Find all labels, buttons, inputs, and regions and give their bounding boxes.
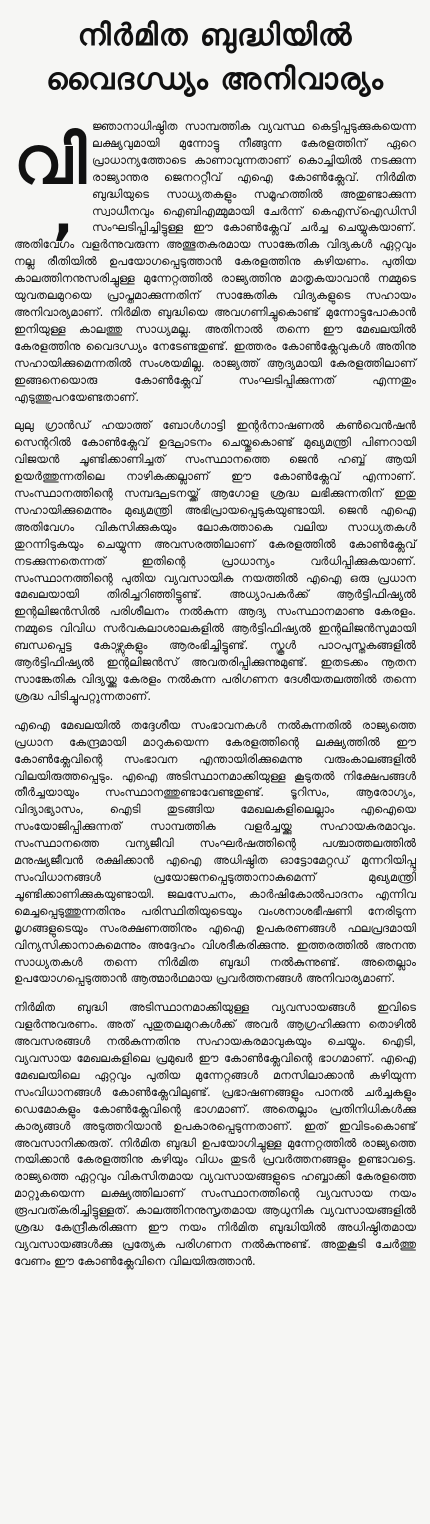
comma-ornament-icon: ‚ [52, 183, 74, 248]
article-body [14, 118, 416, 1270]
paragraph-3: എഐ മേഖലയിൽ തദ്ദേശീയ സംഭാവനകൾ നൽകുന്നതിൽ രാജ്യത്തെ പ്രധാന കേന്ദ്രമായി മാറുകയെന്ന കേരളത്തിന്റെ ലക്ഷ്യത്തിൽ ഈ കോൺക്ലേവിന്റെ സംഭാവന എന്തായിരിക്കുമെന്നു വരുംകാലങ്ങളിൽ വിലയിരുത്തപ്പെടും. എഐ അടിസ്ഥാനമാക്കിയുള്ള കൂടുതൽ നിക്ഷേപങ്ങൾ തീർച്ചയായും സംസ്ഥാനത്തുണ്ടാവേണ്ടതുണ്ട്. ടൂറിസം, ആരോഗ്യം, വിദ്യാഭ്യാസം, ഐടി തുടങ്ങിയ മേഖലകളിലെല്ലാം എഐയെ സംയോജിപ്പിക്കുന്നത് സാമ്പത്തിക വളർച്ചയ്ക്കു സഹായകരമാവും. സംസ്ഥാനത്തെ വന്യജീവി സംഘർഷത്തിന്റെ പശ്ചാത്തലത്തിൽ മനുഷ്യജീവൻ രക്ഷിക്കാൻ എഐ അധിഷ്ഠിത ഓട്ടോമേറ്റഡ് മുന്നറിയിപ്പു സംവിധാനങ്ങൾ പ്രയോജനപ്പെടുത്താനാകുമെന്ന് മുഖ്യമന്ത്രി ചൂണ്ടിക്കാണിക്കുകയുണ്ടായി. ജലസേചനം, കാർഷികോൽപാദനം എന്നിവ മെച്ചപ്പെടുത്തുന്നതിനും പരിസ്ഥിതിയുടെയും വംശനാശഭീഷണി നേരിടുന്ന മൃഗങ്ങളുടെയും സംരക്ഷണത്തിനും എഐ ഉപകരണങ്ങൾ ഫലപ്രദമായി വിന്യസിക്കാനാകുമെന്നും അദ്ദേഹം വിശദീകരിക്കുന്നു. ഇത്തരത്തിൽ അനന്ത സാധ്യതകൾ തന്നെ നിർമിത ബുദ്ധി നൽകുന്നുണ്ട്. അതെല്ലാം ഉപയോഗപ്പെടുത്താൻ ആത്മാർഥമായ പ്രവർത്തനങ്ങൾ അനിവാര്യമാണ്. [14, 717, 416, 986]
paragraph-4: നിർമിത ബുദ്ധി അടിസ്ഥാനമാക്കിയുള്ള വ്യവസായങ്ങൾ ഇവിടെ വളർന്നുവരണം. അത് പുതുതലമുറകൾക്ക് അവർ ആഗ്രഹിക്കുന്ന തൊഴിൽ അവസരങ്ങൾ നൽകുന്നതിനു സഹായകരമാവുകയും ചെയ്യും. ഐടി, വ്യവസായ മേഖലകളിലെ പ്രമുഖർ ഈ കോൺക്ലേവിന്റെ ഭാഗമാണ്. എഐ മേഖലയിലെ ഏറ്റവും പുതിയ മുന്നേറ്റങ്ങൾ മനസിലാക്കാൻ കഴിയുന്ന സംവിധാനങ്ങൾ കോൺക്ലേവിലുണ്ട്. പ്രഭാഷണങ്ങളും പാനൽ ചർച്ചകളും ഡെമോകളും കോൺക്ലേവിന്റെ ഭാഗമാണ്. അതെല്ലാം പ്രതിനിധികൾക്കു കാര്യങ്ങൾ അടുത്തറിയാൻ ഉപകാരപ്പെടുന്നതാണ്. ഇത് ഇവിടംകൊണ്ട് അവസാനിക്കരുത്. നിർമിത ബുദ്ധി ഉപയോഗിച്ചുള്ള മുന്നേറ്റത്തിൽ രാജ്യത്തെ നയിക്കാൻ കേരളത്തിനു കഴിയും വിധം തുടർ പ്രവർത്തനങ്ങളും ഉണ്ടാവട്ടെ. രാജ്യത്തെ ഏറ്റവും വികസിതമായ വ്യവസായങ്ങളുടെ ഹബ്ബാക്കി കേരളത്തെ മാറ്റുകയെന്ന ലക്ഷ്യത്തിലാണ് സംസ്ഥാനത്തിന്റെ വ്യവസായ നയം രൂപവത്കരിച്ചിട്ടുള്ളത്. കാലത്തിനനുസൃതമായ ആധുനിക വ്യവസായങ്ങളിൽ ശ്രദ്ധ കേന്ദ്രീകരിക്കുന്ന ഈ നയം നിർമിത ബുദ്ധിയിൽ അധിഷ്ഠിതമായ വ്യവസായങ്ങൾക്കു പ്രത്യേക പരിഗണന നൽകുന്നുണ്ട്. അതുകൂടി ചേർത്തു വേണം ഈ കോൺക്ലേവിനെ വിലയിരുത്താൻ. [14, 1000, 416, 1268]
headline-line-1: നിർമിത ബുദ്ധിയിൽ [77, 18, 353, 53]
paragraph-2: ലുലു ഗ്രാൻഡ് ഹയാത്ത് ബോൾഗാട്ടി ഇന്റർനാഷണൽ കൺവെൻഷൻ സെന്ററിൽ കോൺക്ലേവ് ഉദ്ഘാടനം ചെയ്തുകൊണ്ട് മുഖ്യമന്ത്രി പിണറായി വിജയൻ ചൂണ്ടിക്കാണിച്ചത് സംസ്ഥാനത്തെ ജെൻ ഹബ്ബ് ആയി ഉയർത്തുന്നതിലെ നാഴികക്കല്ലാണ് ഈ കോൺക്ലേവ് എന്നാണ്. സംസ്ഥാനത്തിന്റെ സമ്പദ്ഘടനയ്ക്ക് ആഗോള ശ്രദ്ധ ലഭിക്കുന്നതിന് ഇതു സഹായിക്കുമെന്നും മുഖ്യമന്ത്രി അഭിപ്രായപ്പെടുകയുണ്ടായി. ജെൻ എഐ അതിവേഗം വികസിക്കുകയും ലോകത്താകെ വലിയ സാധ്യതകൾ തുറന്നിടുകയും ചെയ്യുന്ന അവസരത്തിലാണ് കേരളത്തിൽ കോൺക്ലേവ് നടക്കുന്നതെന്നത് ഇതിന്റെ പ്രാധാന്യം വർധിപ്പിക്കുകയാണ്. സംസ്ഥാനത്തിന്റെ പുതിയ വ്യവസായിക നയത്തിൽ എഐ ഒരു പ്രധാന മേഖലയായി തിരിച്ചറിഞ്ഞിട്ടുണ്ട്. അധ്യാപകർക്ക് ആർട്ടിഫിഷ്യൽ ഇന്റലിജൻസിൽ പരിശീലനം നൽകുന്ന ആദ്യ സംസ്ഥാനമാണു കേരളം. നമ്മുടെ വിവിധ സർവകലാശാലകളിൽ ആർട്ടിഫിഷ്യൽ ഇന്റലിജൻസുമായി ബന്ധപ്പെട്ട കോഴ്സുകളും ആരംഭിച്ചിട്ടുണ്ട്. സ്കൂൾ പാഠപുസ്തകങ്ങളിൽ ആർട്ടിഫിഷ്യൽ ഇന്റലിജൻസ് അവതരിപ്പിക്കുന്നുമുണ്ട്. ഇതടക്കം നൂതന സാങ്കേതിക വിദ്യയ്ക്കു കേരളം നൽകുന്ന പരിഗണന ദേശീയതലത്തിൽ തന്നെ ശ്രദ്ധ പിടിച്ചുപറ്റുന്നതാണ്. [14, 418, 416, 703]
dropcap: വി [14, 122, 87, 199]
headline [14, 14, 416, 102]
paragraph-1: ജ്ഞാനാധിഷ്ഠിത സാമ്പത്തിക വ്യവസ്ഥ കെട്ടിപ്പടുക്കുകയെന്ന ലക്ഷ്യവുമായി മുന്നോട്ടു നീങ്ങുന്ന കേരളത്തിന് ഏറെ പ്രാധാന്യത്തോടെ കാണാവുന്നതാണ് കൊച്ചിയിൽ നടക്കുന്ന രാജ്യാന്തര ജെനററ്റീവ് എഐ കോൺക്ലേവ്. നിർമിത ബുദ്ധിയുടെ സാധ്യതകളും സമൂഹത്തിൽ അതുണ്ടാക്കുന്ന സ്വാധീനവും ഐബിഎമ്മുമായി ചേർന്ന് കെഎസ്ഐഡിസി സംഘടിപ്പിച്ചിട്ടുള്ള ഈ കോൺക്ലേവ് ചർച്ച ചെയ്യുകയാണ്. അതിവേഗം വളർന്നുവരുന്ന അത്ഭുതകരമായ സാങ്കേതിക വിദ്യകൾ ഏറ്റവും നല്ല രീതിയിൽ ഉപയോഗപ്പെടുത്താൻ കേരളത്തിനു കഴിയണം. പുതിയ കാലത്തിനനുസരിച്ചുള്ള മുന്നേറ്റത്തിൽ രാജ്യത്തിനു മാതൃകയാവാൻ നമ്മുടെ യുവതലമുറയെ പ്രാപ്തമാക്കുന്നതിന് സാങ്കേതിക വിദ്യകളുടെ സഹായം അനിവാര്യമാണ്. നിർമിത ബുദ്ധിയെ അവഗണിച്ചുകൊണ്ട് മുന്നോട്ടുപോകാൻ ഇനിയുള്ള കാലത്തു സാധ്യമല്ല. അതിനാൽ തന്നെ ഈ മേഖലയിൽ കേരളത്തിനു വൈദഗ്ധ്യം നേടേണ്ടതുണ്ട്. ഇത്തരം കോൺക്ലേവുകൾ അതിനു സഹായിക്കുമെന്നതിൽ സംശയമില്ല. രാജ്യത്ത് ആദ്യമായി കേരളത്തിലാണ് ഇങ്ങനെയൊരു കോൺക്ലേവ് സംഘടിപ്പിക്കുന്നത് എന്നതും എടുത്തുപറയേണ്ടതാണ്. [14, 119, 416, 404]
headline-line-2: വൈദഗ്ധ്യം അനിവാര്യം [46, 62, 384, 97]
dropcap-block [14, 118, 87, 248]
